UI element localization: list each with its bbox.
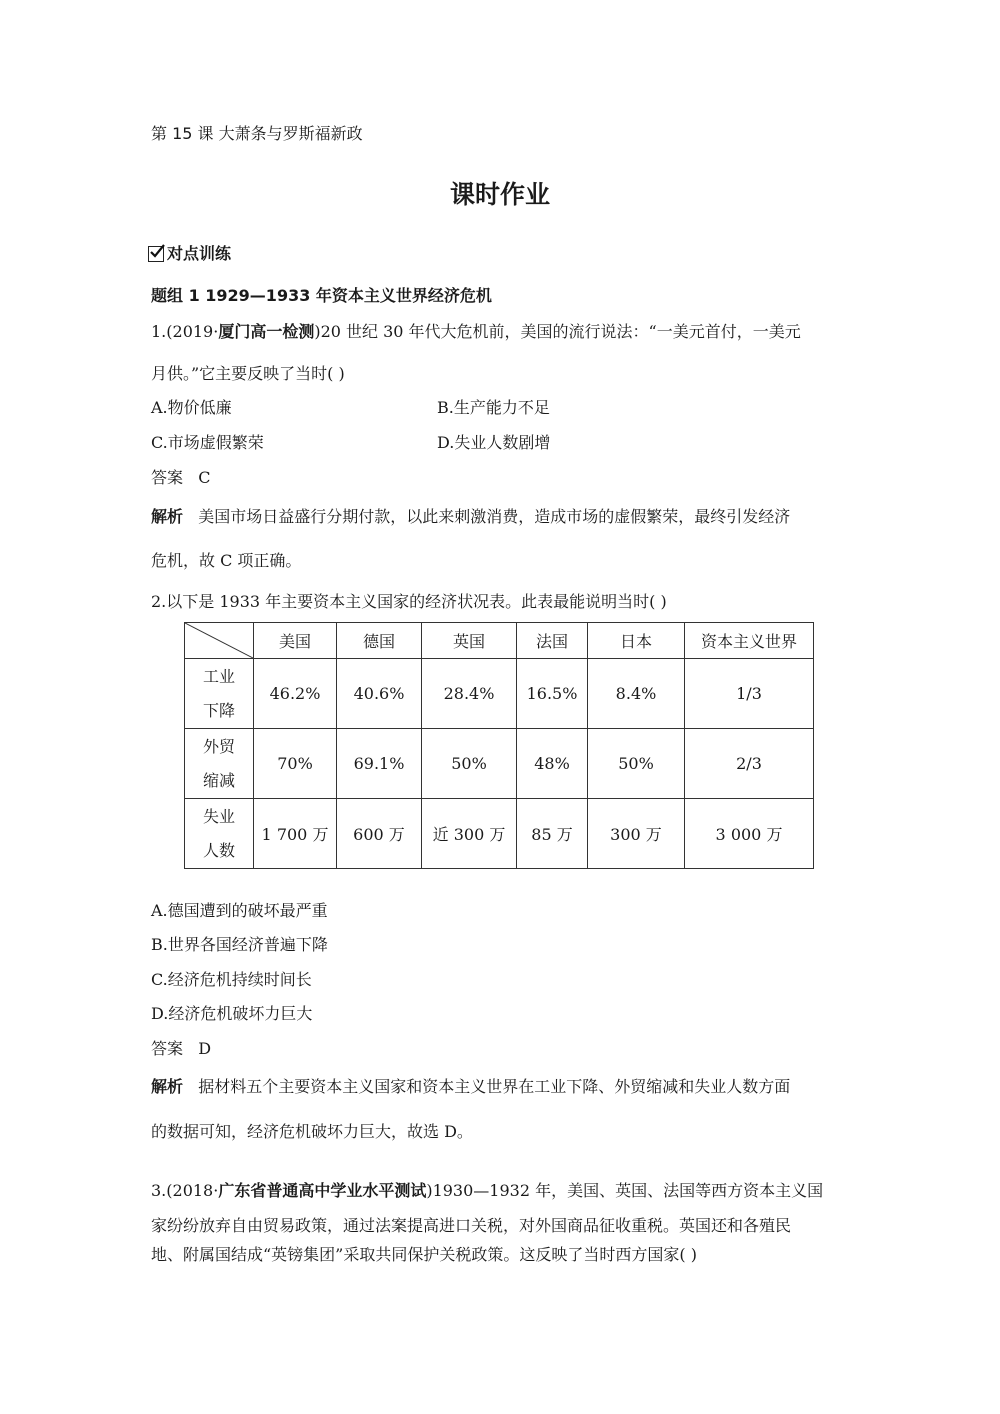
q1-analysis-text-a: 危机，故	[151, 551, 221, 570]
q1-analysis-line1	[151, 507, 790, 527]
row-label-line: 下降	[202, 700, 235, 720]
table-cell: 2/3	[685, 729, 814, 799]
table-row-label	[185, 659, 254, 729]
table-cell: 40.6%	[337, 659, 422, 729]
q2-analysis-text-b: D	[444, 1122, 457, 1141]
q1-stem-text: )20 世纪 30 年代大危机前，美国的流行说法：“一美元首付，一美元	[314, 322, 801, 341]
q3-source: 广东省普通高中学业水平测试	[218, 1181, 427, 1200]
q2-stem: 2.以下是 1933 年主要资本主义国家的经济状况表。此表最能说明当时( )	[151, 592, 667, 611]
q2-analysis-text-c: 。	[456, 1122, 473, 1141]
row-label-line: 失业	[202, 806, 235, 826]
table-header-row	[185, 623, 814, 659]
q1-option-b: B.生产能力不足	[437, 398, 550, 417]
q2-analysis-text: 据材料五个主要资本主义国家和资本主义世界在工业下降、外贸缩减和失业人数方面	[198, 1077, 791, 1096]
q2-analysis-label: 解析	[151, 1077, 184, 1096]
q1-answer-label: 答案	[151, 468, 184, 487]
table-row	[185, 799, 814, 869]
q1-stem-line1	[151, 322, 801, 342]
page-title: 课时作业	[449, 180, 550, 209]
q1-number: 1.(2019·	[151, 322, 219, 341]
section-label: 对点训练	[167, 244, 232, 263]
q1-stem-line2: 月供。”它主要反映了当时( )	[151, 364, 345, 383]
q2-option-b: B.世界各国经济普遍下降	[151, 935, 328, 954]
q2-analysis-line2	[151, 1122, 473, 1142]
lesson-header: 第 15 课 大萧条与罗斯福新政	[151, 124, 363, 143]
table-cell: 3 000 万	[685, 799, 814, 869]
q3-stem-text: )1930—1932 年，美国、英国、法国等西方资本主义国	[426, 1181, 824, 1200]
economic-status-table	[184, 622, 814, 869]
q1-option-d: D.失业人数剧增	[437, 433, 551, 452]
q1-answer-value: C	[198, 468, 211, 487]
q2-option-a: A.德国遭到的破坏最严重	[151, 901, 328, 920]
q1-analysis-text-b: C	[220, 551, 233, 570]
table-cell: 69.1%	[337, 729, 422, 799]
table-cell: 1/3	[685, 659, 814, 729]
q1-analysis-line2	[151, 551, 301, 571]
q1-option-a: A.物价低廉	[151, 398, 232, 417]
table-header-cell: 英国	[422, 623, 517, 659]
q2-answer-value: D	[198, 1039, 212, 1058]
table-cell: 85 万	[517, 799, 588, 869]
q2-answer-label: 答案	[151, 1039, 184, 1058]
table-header-cell: 德国	[337, 623, 422, 659]
q2-analysis-line1	[151, 1077, 790, 1097]
q1-analysis-label: 解析	[151, 507, 184, 526]
table-cell: 50%	[422, 729, 517, 799]
table-row-label	[185, 799, 254, 869]
q1-source: 厦门高一检测	[218, 322, 315, 341]
q3-number: 3.(2018·	[151, 1181, 219, 1200]
checkbox-checked-icon	[148, 246, 164, 262]
table-row-label	[185, 729, 254, 799]
table-cell: 近 300 万	[422, 799, 517, 869]
table-cell: 50%	[588, 729, 685, 799]
table-cell: 300 万	[588, 799, 685, 869]
table-header-cell: 日本	[588, 623, 685, 659]
row-label-line: 外贸	[202, 736, 235, 756]
table-cell: 16.5%	[517, 659, 588, 729]
q1-analysis-text: 美国市场日益盛行分期付款，以此来刺激消费，造成市场的虚假繁荣，最终引发经济	[198, 507, 791, 526]
table-header-cell: 美国	[254, 623, 337, 659]
table-corner-cell	[185, 623, 254, 659]
table-row	[185, 729, 814, 799]
q3-stem-line1	[151, 1181, 823, 1201]
q2-option-c: C.经济危机持续时间长	[151, 970, 312, 989]
q1-option-c: C.市场虚假繁荣	[151, 433, 264, 452]
q2-analysis-text-a: 的数据可知，经济危机破坏力巨大，故选	[151, 1122, 445, 1141]
row-label-line: 工业	[202, 666, 235, 686]
group-heading: 题组 1 1929—1933 年资本主义世界经济危机	[151, 286, 492, 305]
table-cell: 70%	[254, 729, 337, 799]
section-heading	[148, 244, 231, 264]
q3-stem-line2: 家纷纷放弃自由贸易政策，通过法案提高进口关税，对外国商品征收重税。英国还和各殖民	[151, 1216, 792, 1235]
table-header-cell: 资本主义世界	[685, 623, 814, 659]
table-cell: 600 万	[337, 799, 422, 869]
table-cell: 28.4%	[422, 659, 517, 729]
q1-analysis-text-c: 项正确。	[232, 551, 302, 570]
table-cell: 1 700 万	[254, 799, 337, 869]
table-header-cell: 法国	[517, 623, 588, 659]
q2-option-d: D.经济危机破坏力巨大	[151, 1004, 313, 1023]
table-cell: 8.4%	[588, 659, 685, 729]
table-cell: 46.2%	[254, 659, 337, 729]
q1-answer	[151, 468, 211, 488]
row-label-line: 人数	[202, 840, 235, 860]
q3-stem-line3: 地、附属国结成“英镑集团”采取共同保护关税政策。这反映了当时西方国家( )	[151, 1245, 697, 1264]
q2-answer	[151, 1039, 211, 1059]
table-row	[185, 659, 814, 729]
row-label-line: 缩减	[202, 770, 235, 790]
table-cell: 48%	[517, 729, 588, 799]
